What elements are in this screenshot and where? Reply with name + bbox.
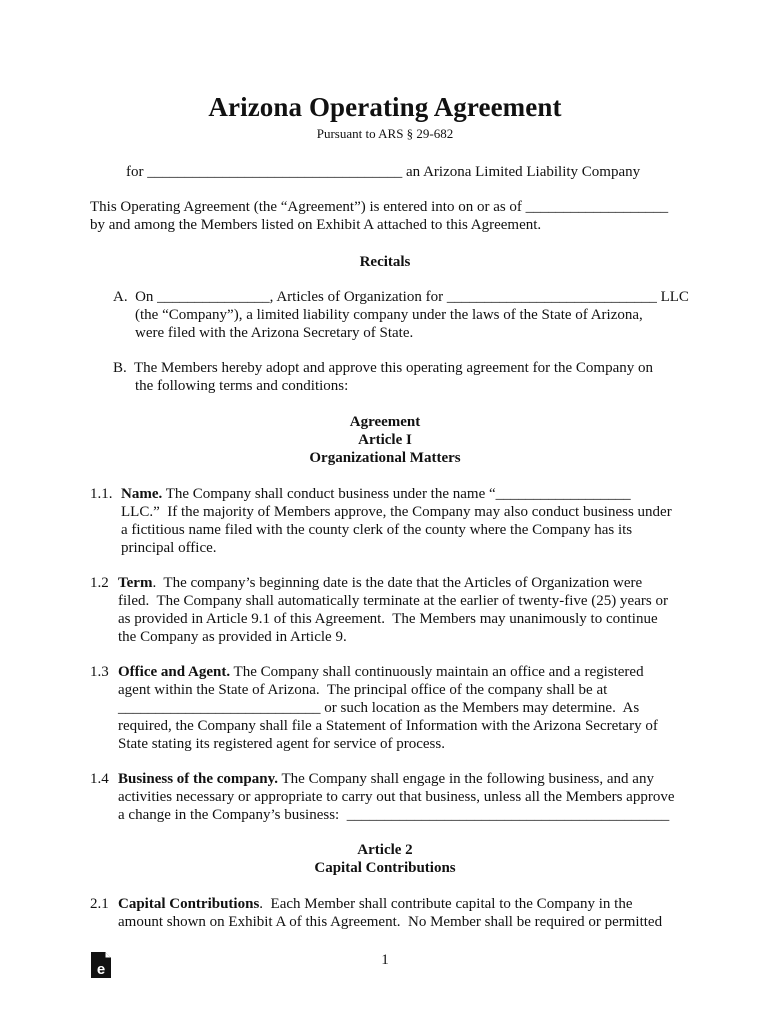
section-2-1-number: 2.1 (90, 896, 109, 912)
section-1-2-line-4: the Company as provided in Article 9. (118, 629, 347, 645)
section-2-1-line-2: amount shown on Exhibit A of this Agreement. No Member shall be required or permitted (118, 914, 663, 930)
section-1-2-line-1 (118, 574, 642, 592)
section-1-3-line-3: ___________________________ or such location as the Members may determine. As (118, 700, 640, 716)
section-1-2-line-3: as provided in Article 9.1 of this Agreement. The Members may unanimously to continue (118, 611, 658, 627)
recital-a-line-1: A. On _______________, Articles of Organization for ____________________________ LLC (113, 289, 689, 305)
agreement-heading: Agreement (349, 414, 421, 430)
section-1-3-line-1 (118, 663, 644, 681)
section-1-4-line-1 (118, 770, 654, 788)
section-1-4-line-2: activities necessary or appropriate to carry out that business, unless all the Members approve (118, 789, 675, 805)
document-title: Arizona Operating Agreement (208, 92, 562, 122)
article-2-title: Capital Contributions (314, 860, 456, 876)
for-line: for __________________________________ an Arizona Limited Liability Company (126, 164, 641, 180)
section-1-1-title: Name. (121, 486, 163, 502)
page-number: 1 (381, 952, 389, 968)
section-1-1-number: 1.1. (90, 486, 113, 502)
section-1-4-text-1: The Company shall engage in the following business, and any (278, 771, 654, 787)
document-subtitle: Pursuant to ARS § 29-682 (316, 126, 454, 141)
agreement-intro-line-1: This Operating Agreement (the “Agreement”) is entered into on or as of ___________________ (90, 199, 669, 215)
section-1-4-title: Business of the company. (118, 771, 279, 787)
article-2-heading: Article 2 (357, 842, 413, 858)
section-1-4-number: 1.4 (90, 771, 109, 787)
section-1-3-line-2: agent within the State of Arizona. The principal office of the company shall be at (118, 682, 608, 698)
section-1-3-number: 1.3 (90, 664, 109, 680)
section-1-3-line-5: State stating its registered agent for service of process. (118, 736, 445, 752)
section-1-3-line-4: required, the Company shall file a Statement of Information with the Arizona Secretary of (118, 718, 658, 734)
section-1-4-line-3: a change in the Company’s business: ___________________________________________ (118, 807, 670, 823)
recital-a-line-2: (the “Company”), a limited liability company under the laws of the State of Arizona, (135, 307, 643, 323)
section-1-3-text-1: The Company shall continuously maintain an office and a registered (230, 664, 644, 680)
section-1-2-number: 1.2 (90, 575, 109, 591)
section-1-3-title: Office and Agent. (118, 664, 231, 680)
article-1-heading: Article I (358, 432, 412, 448)
section-2-1-text-1: . Each Member shall contribute capital to the Company in the (259, 896, 633, 912)
section-1-2-line-2: filed. The Company shall automatically terminate at the earlier of twenty-five (25) years or (118, 593, 668, 609)
agreement-intro-line-2: by and among the Members listed on Exhibit A attached to this Agreement. (90, 217, 542, 233)
recitals-heading: Recitals (359, 254, 411, 270)
recital-a-line-3: were filed with the Arizona Secretary of State. (135, 325, 414, 341)
section-1-1-text-1: The Company shall conduct business under the name “__________________ (162, 486, 631, 502)
section-1-2-title: Term (118, 575, 153, 591)
article-1-title: Organizational Matters (309, 450, 461, 466)
section-1-1-line-2: LLC.” If the majority of Members approve, the Company may also conduct business under (121, 504, 672, 520)
section-1-1-line-1 (121, 485, 631, 503)
section-1-1-line-4: principal office. (121, 540, 217, 556)
section-2-1-title: Capital Contributions (118, 896, 260, 912)
svg-text:e: e (96, 961, 106, 978)
section-2-1-line-1 (118, 895, 633, 913)
recital-b-line-1: B. The Members hereby adopt and approve this operating agreement for the Company on (113, 360, 653, 376)
section-1-2-text-1: . The company’s beginning date is the date that the Articles of Organization were (152, 575, 643, 591)
recital-b-line-2: the following terms and conditions: (135, 378, 349, 394)
section-1-1-line-3: a fictitious name filed with the county clerk of the county where the Company has its (121, 522, 633, 538)
